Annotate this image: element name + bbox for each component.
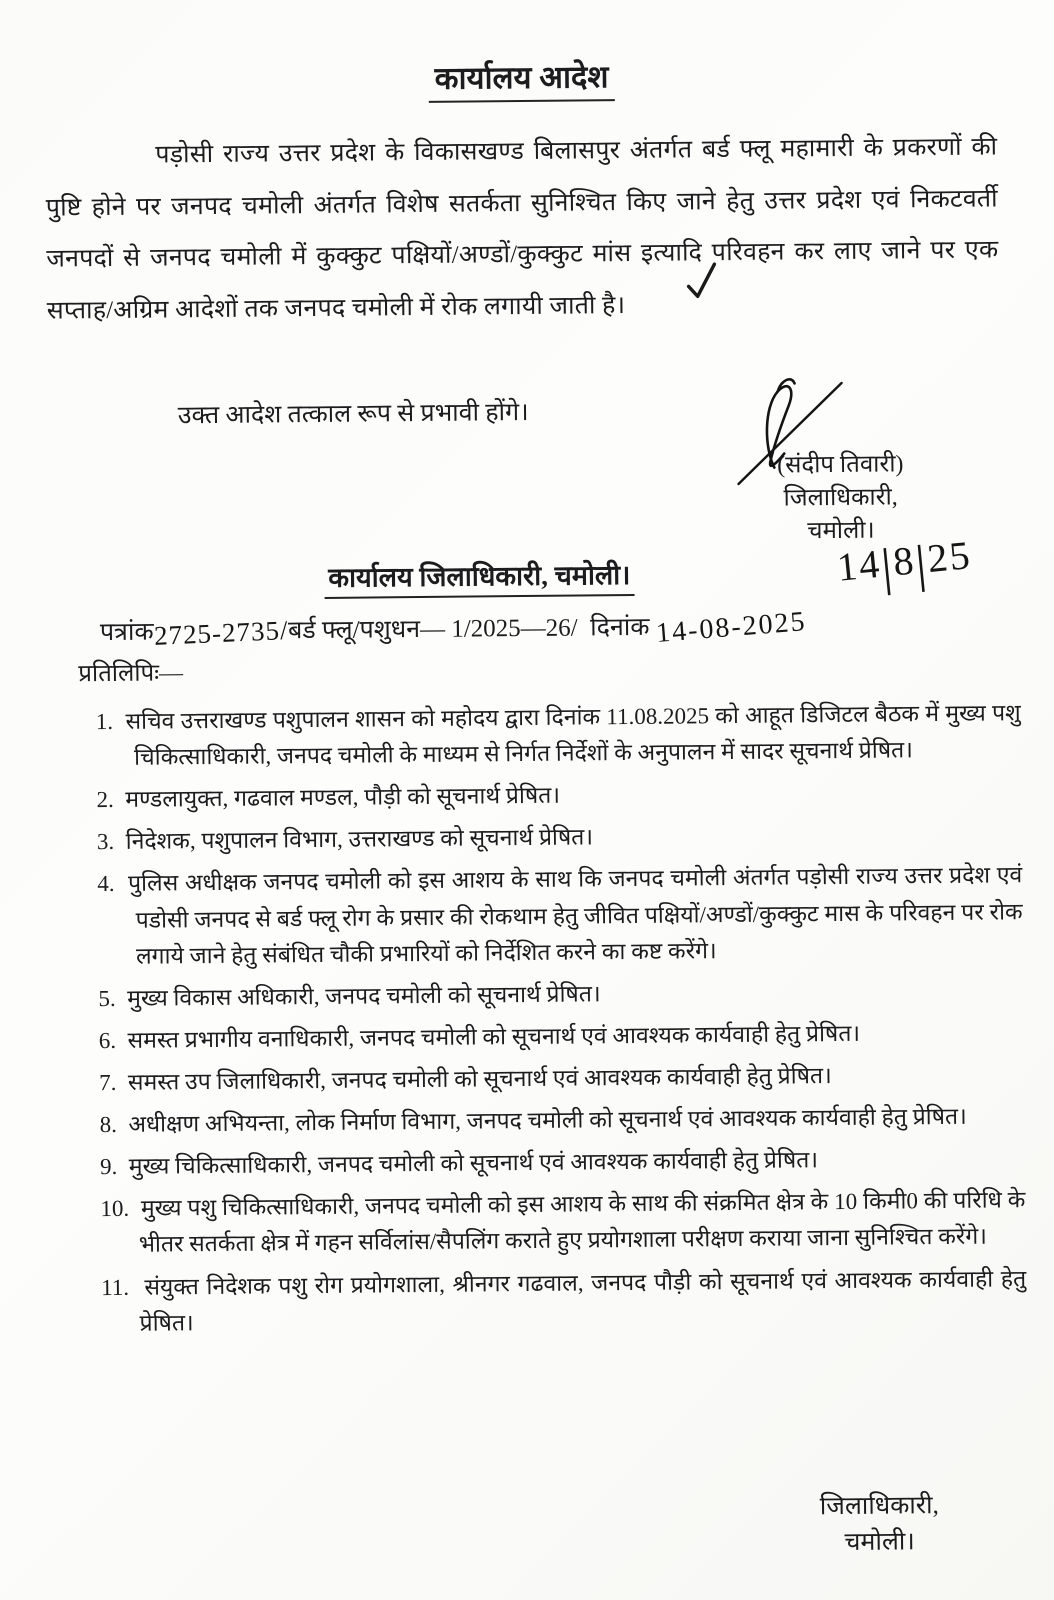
ref-date-label: दिनांक — [590, 613, 650, 642]
signatory-name: (संदीप तिवारी) — [777, 451, 904, 479]
copy-to-label: प्रतिलिपिः— — [78, 660, 184, 688]
signatory-place: चमोली। — [807, 517, 875, 545]
footer-signature-block — [804, 1488, 955, 1562]
ref-label: पत्रांक — [99, 618, 154, 647]
footer-place: चमोली। — [844, 1528, 915, 1557]
date-separator: | — [912, 535, 931, 594]
list-item: पुलिस अधीक्षक जनपद चमोली को इस आशय के साथ कि जनपद चमोली अंतर्गत पड़ोसी राज्य उत्तर प्रदेश एवं पडोसी जनपद से बर्ड फ्लू रोग के प्रसार की रोकथाम हेतु जीवित पक्षियों/अण्डों/कुक्कुट मास के परिवहन पर रोक लगाये जाने हेतु संबंधित चौकी प्रभारियों को निर्देशित करने का कष्ट करेंगे। — [127, 862, 1023, 969]
document-title — [0, 51, 1049, 103]
handwritten-letter-number: 2725-2735/ — [153, 614, 289, 651]
list-item: मुख्य पशु चिकित्साधिकारी, जनपद चमोली को इस आशय के साथ की संक्रमित क्षेत्र के 10 किमी0 की परिधि के भीतर सतर्कता क्षेत्र में गहन सर्विलांस/सैपलिंग कराते हुए प्रयोगशाला परीक्षण कराया जाना सुनिश्चित करेंगे। — [138, 1187, 1026, 1258]
list-item: समस्त प्रभागीय वनाधिकारी, जनपद चमोली को सूचनार्थ एवं आवश्यक कार्यवाही हेतु प्रेषित। — [127, 1020, 861, 1053]
list-item: मुख्य चिकित्साधिकारी, जनपद चमोली को सूचनार्थ एवं आवश्यक कार्यवाही हेतु प्रेषित। — [128, 1147, 819, 1180]
list-item: समस्त उप जिलाधिकारी, जनपद चमोली को सूचनार्थ एवं आवश्यक कार्यवाही हेतु प्रेषित। — [127, 1063, 832, 1095]
office-heading-text: कार्यालय जिलाधिकारी, चमोली। — [324, 560, 634, 599]
list-item: निदेशक, पशुपालन विभाग, उत्तराखण्ड को सूचनार्थ प्रेषित। — [125, 824, 594, 855]
signatory-designation: जिलाधिकारी, — [783, 484, 898, 512]
letter-reference-line — [99, 605, 1030, 651]
signatory-block — [750, 448, 931, 549]
sig-date-day: 14 — [834, 540, 884, 590]
footer-designation: जिलाधिकारी, — [819, 1492, 939, 1521]
handwritten-ref-date: 14-08-2025 — [654, 606, 808, 649]
office-heading — [0, 552, 960, 598]
list-item: सचिव उत्तराखण्ड पशुपालन शासन को महोदय द्वारा दिनांक 11.08.2025 को आहूत डिजिटल बैठक में मुख्य पशु चिकित्साधिकारी, जनपद चमोली के माध्यम से निर्गत निर्देशों के अनुपालन में सादर सूचनार्थ प्रेषित। — [125, 700, 1021, 770]
document-title-text: कार्यालय आदेश — [429, 59, 615, 103]
order-body-paragraph: पड़ोसी राज्य उत्तर प्रदेश के विकासखण्ड बिलासपुर अंतर्गत बर्ड फ्लू महामारी के प्रकरणों की पुष्टि होने पर जनपद चमोली अंतर्गत विशेष सतर्कता सुनिश्चित किए जाने हेतु उत्तर प्रदेश एवं निकटवर्ती जनपदों से जनपद चमोली में कुक्कुट पक्षियों/अण्डों/कुक्कुट मांस इत्यादि परिवहन कर लाए जाने पर एक सप्ताह/अग्रिम आदेशों तक जनपद चमोली में रोक लगायी जाती है। — [45, 133, 999, 325]
list-item: मण्डलायुक्त, गढवाल मण्डल, पौड़ी को सूचनार्थ प्रेषित। — [125, 782, 561, 813]
order-effective-line: उक्त आदेश तत्काल रूप से प्रभावी होंगे। — [177, 398, 529, 430]
copy-recipients-list — [96, 695, 1027, 1348]
list-item: मुख्य विकास अधिकारी, जनपद चमोली को सूचनार्थ प्रेषित। — [127, 981, 601, 1011]
date-separator: | — [878, 538, 897, 597]
list-item: अधीक्षण अभियन्ता, लोक निर्माण विभाग, जनपद चमोली को सूचनार्थ एवं आवश्यक कार्यवाही हेतु प्रेषित। — [128, 1103, 967, 1137]
sig-date-year: 25 — [925, 531, 974, 582]
sig-date-month: 8 — [891, 537, 918, 585]
handwritten-checkmark-icon — [684, 260, 718, 300]
ref-printed: बर्ड फ्लू/पशुधन— 1/2025—26/ — [287, 614, 578, 645]
list-item: संयुक्त निदेशक पशु रोग प्रयोगशाला, श्रीनगर गढवाल, जनपद पौड़ी को सूचनार्थ एवं आवश्यक कार्यवाही हेतु प्रेषित। — [139, 1265, 1027, 1336]
